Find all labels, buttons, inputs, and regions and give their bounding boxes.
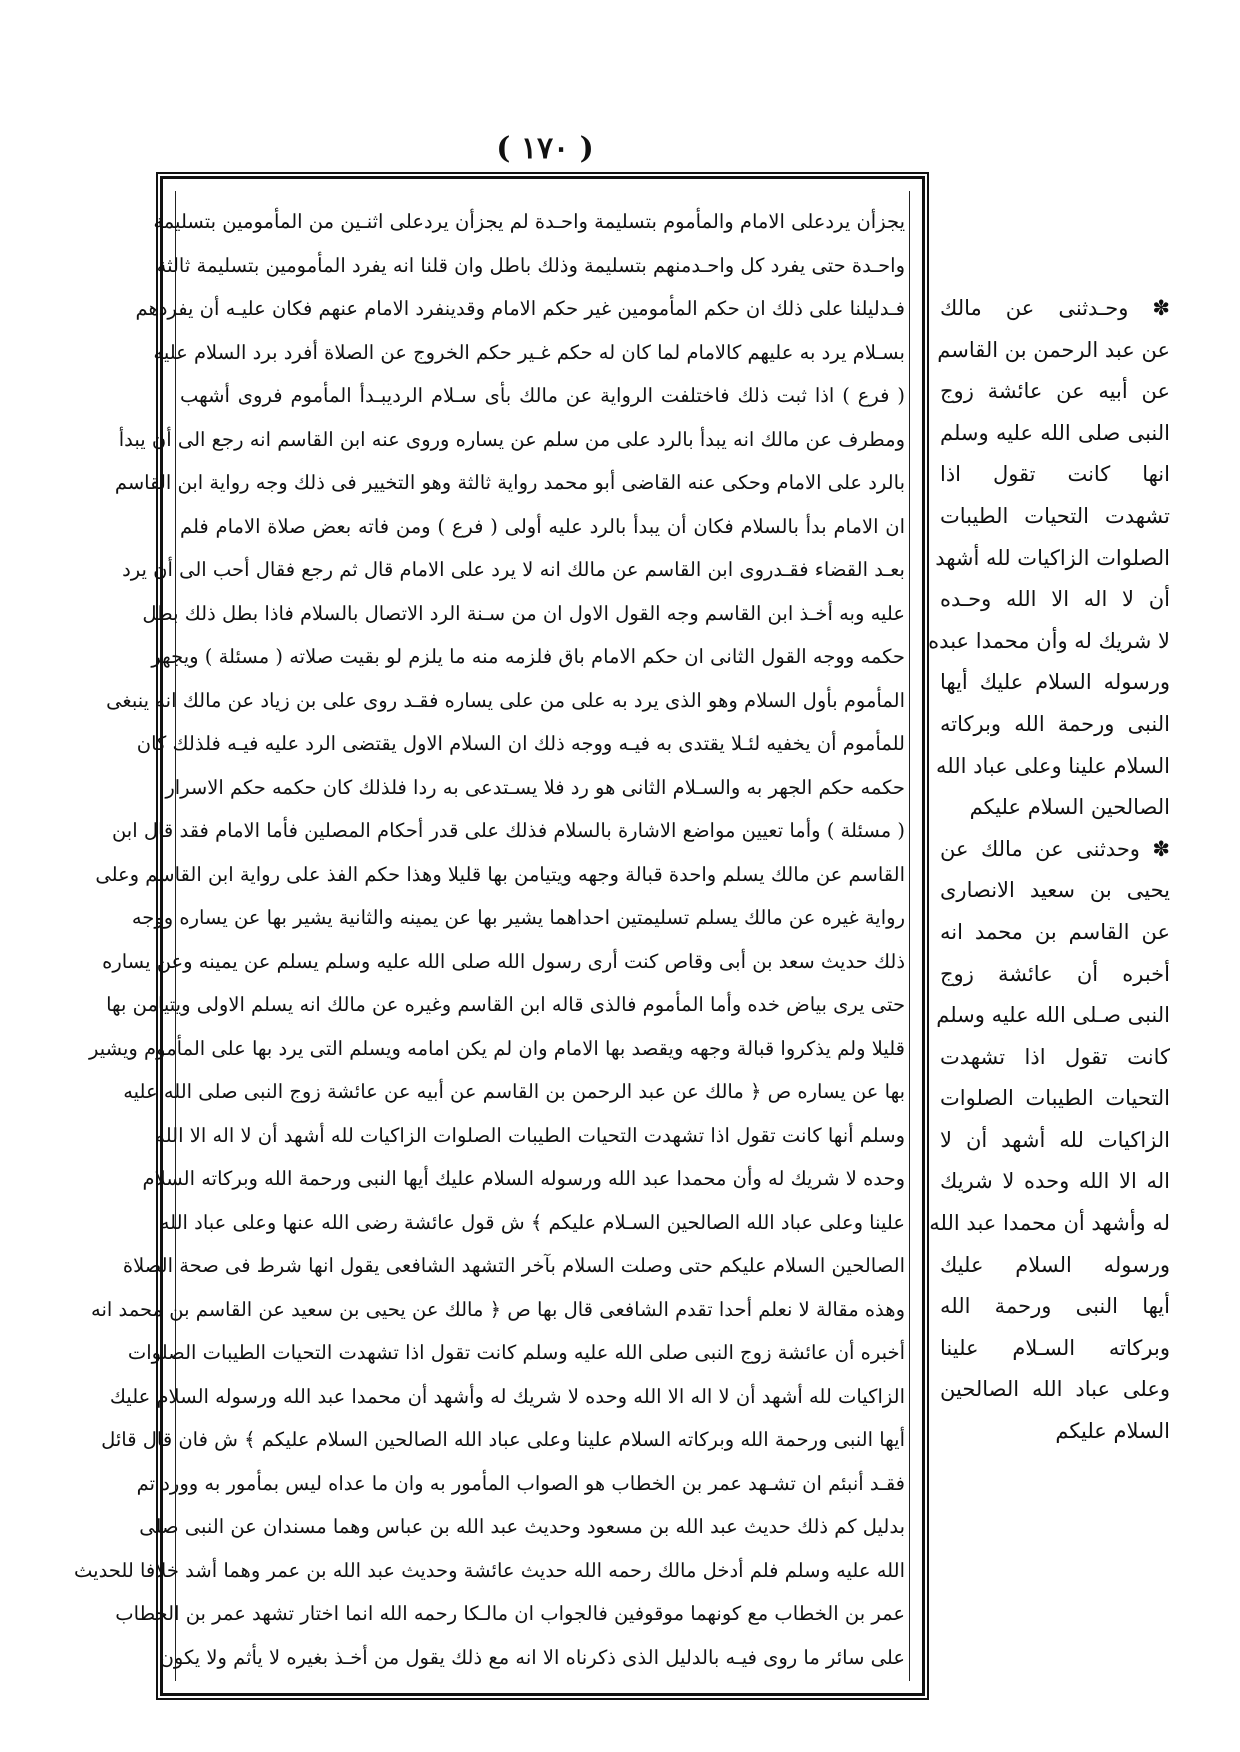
commentary-line: القاسم عن مالك يسلم واحدة قبالة وجهه ويتيامن بها قليلا وهذا حكم الفذ على رواية ابن القاسم وعلى (95, 862, 905, 886)
commentary-line: الصالحين السلام عليكم حتى وصلت السلام بآخر التشهد الشافعى يقول انها شرط فى صحة الصلاة (122, 1254, 905, 1277)
commentary-line: بدليل كم ذلك حديث عبد الله بن مسعود وحديث عبد الله بن عباس وهما مسندان عن النبى صلى (139, 1515, 905, 1538)
commentary-line: فـدليلنا على ذلك ان حكم المأمومين غير حكم الامام وقدينفرد الامام عنهم فكان عليـه أن يفردهم (135, 297, 905, 320)
margin-line: السلام علينا وعلى عباد الله (936, 753, 1170, 778)
margin-line: أخبره أن عائشة زوج (940, 961, 1170, 986)
margin-line: وبركاته السـلام علينا (940, 1335, 1170, 1360)
commentary-line: حكمه ووجه القول الثانى ان حكم الامام باق فلزمه منه ما يلزم لو بقيت صلاته ( مسئلة ) ويجهر (151, 645, 905, 668)
margin-line: أيها النبى ورحمة الله (940, 1294, 1170, 1319)
commentary-line: يجزأن يردعلى الامام والمأموم بتسليمة واحـدة لم يجزأن يردعلى اثنـين من المأمومين بتسليمة (153, 210, 905, 233)
margin-line: كانت تقول اذا تشهدت (940, 1044, 1170, 1069)
commentary-line: واحـدة حتى يفرد كل واحـدمنهم بتسليمة وذلك باطل وان قلنا انه يفرد المأمومين بتسليمة ثالثة (156, 253, 905, 277)
commentary-line: المأموم بأول السلام وهو الذى يرد به على من على يساره فقـد روى على بن زياد عن مالك انه ينبغى (106, 688, 905, 712)
margin-line: النبى ورحمة الله وبركاته (940, 711, 1170, 736)
margin-line: النبى صلى الله عليه وسلم (940, 420, 1170, 445)
commentary-line: ( مسئلة ) وأما تعيين مواضع الاشارة بالسلام فذلك على قدر أحكام المصلين فأما الامام فقد قال ابن (111, 819, 905, 842)
margin-line: ورسوله السلام عليك (940, 1252, 1170, 1277)
commentary-line: ذلك حديث سعد بن أبى وقاص كنت أرى رسول الله صلى الله عليه وسلم يسلم عن يمينه وعن يساره (102, 949, 905, 973)
commentary-line: حكمه حكم الجهر به والسـلام الثانى هو رد فلا يسـتدعى به ردا فلذلك كان حكمه حكم الاسرار (165, 775, 905, 799)
margin-line: يحيى بن سعيد الانصارى (940, 878, 1170, 903)
margin-line: عن القاسم بن محمد انه (940, 919, 1170, 944)
commentary-line: وهذه مقالة لا نعلم أحدا تقدم الشافعى قال بها ص ﴿ مالك عن يحيى بن سعيد عن القاسم بن محمد انه (91, 1297, 905, 1321)
commentary-line: للمأموم أن يخفيه لئـلا يقتدى به فيـه ووجه ذلك ان السلام الاول يقتضى الرد عليه فيـه فلذلك كان (136, 732, 905, 755)
commentary-line: حتى يرى بياض خده وأما المأموم فالذى قاله ابن القاسم وغيره عن مالك انه يسلم الاولى ويتيامن بها (106, 993, 905, 1016)
commentary-line: علينا وعلى عباد الله الصالحين السـلام عليكم ﴾ ش قول عائشة رضى الله عنها وعلى عباد الله (159, 1210, 905, 1234)
commentary-line: أيها النبى ورحمة الله وبركاته السلام علينا وعلى عباد الله الصالحين السلام عليكم ﴾ ش فان قال قائل (101, 1428, 905, 1451)
margin-line: ✽ وحدثنى عن مالك عن (940, 836, 1170, 861)
margin-line: الزاكيات لله أشهد أن لا (940, 1127, 1170, 1152)
margin-line: انها كانت تقول اذا (940, 462, 1170, 487)
commentary-line: أخبره أن عائشة زوج النبى صلى الله عليه وسلم كانت تقول اذا تشهدت التحيات الطيبات الصلوات (127, 1341, 905, 1364)
margin-line: الصالحين السلام عليكم (969, 795, 1170, 820)
margin-line: السلام عليكم (1055, 1419, 1170, 1444)
margin-line: النبى صـلى الله عليه وسلم (936, 1003, 1170, 1028)
margin-line: وعلى عباد الله الصالحين (940, 1377, 1170, 1402)
margin-line: له وأشهد أن محمدا عبد الله (929, 1211, 1170, 1236)
commentary-line: بعـد القضاء فقـدروى ابن القاسم عن مالك انه لا يرد على الامام قال ثم رجع فقال أحب الى أن يرد (122, 558, 905, 581)
commentary-line: فقـد أنبئم ان تشـهد عمر بن الخطاب هو الصواب المأمور به وان ما عداه ليس بمأمور به وورد تم (136, 1471, 905, 1495)
margin-line: عن أبيه عن عائشة زوج (940, 379, 1170, 404)
margin-line: التحيات الطيبات الصلوات (940, 1086, 1170, 1111)
margin-line: ورسوله السلام عليك أيها (940, 670, 1170, 695)
margin-line: ✽ وحـدثنى عن مالك (940, 296, 1170, 320)
margin-line: أن لا اله الا الله وحـده (940, 587, 1170, 612)
margin-line: اله الا الله وحده لا شريك (940, 1169, 1170, 1194)
commentary-line: على سائر ما روى فيـه بالدليل الذى ذكرناه الا انه مع ذلك يقول من أخـذ بغيره لا يأثم ولا يكون (159, 1645, 905, 1669)
commentary-line: ( فرع ) اذا ثبت ذلك فاختلفت الرواية عن مالك بأى سـلام الرديبـدأ المأموم فروى أشهب (180, 384, 905, 407)
commentary-line: عمر بن الخطاب مع كونهما موقوفين فالجواب ان مالـكا رحمه الله انما اختار تشهد عمر بن الخطاب (115, 1602, 905, 1625)
commentary-line: بها عن يساره ص ﴿ مالك عن عبد الرحمن بن القاسم عن أبيه عن عائشة زوج النبى صلى الله عليه (123, 1080, 905, 1103)
commentary-line: قليلا ولم يذكروا قبالة وجهه ويقصد بها الامام وان لم يكن امامه ويسلم التى يرد بها على المأموم ويشير (88, 1036, 905, 1060)
commentary-line: وحده لا شريك له وأن محمدا عبد الله ورسوله السلام عليك أيها النبى ورحمة الله وبركاته السلام (142, 1167, 905, 1190)
margin-line: عن عبد الرحمن بن القاسم (937, 337, 1170, 362)
commentary-line: بسـلام يرد به عليهم كالامام لما كان له حكم غـير حكم الخروج عن الصلاة أفرد برد السلام عليه (153, 340, 905, 364)
commentary-line: بالرد على الامام وحكى عنه القاضى أبو محمد رواية ثالثة وهو التخيير فى ذلك وجه رواية ابن القاسم (114, 471, 905, 494)
commentary-line: ومطرف عن مالك انه يبدأ بالرد على من سلم عن يساره وروى عنه ابن القاسم انه رجع الى أن يبدأ (118, 427, 905, 451)
commentary-line: عليه وبه أخـذ ابن القاسم وجه القول الاول ان من سـنة الرد الاتصال بالسلام فاذا بطل ذلك بطل (142, 601, 905, 625)
commentary-line: الزاكيات لله أشهد أن لا اله الا الله وحده لا شريك له وأشهد أن محمدا عبد الله ورسوله السلام عليك (109, 1384, 905, 1408)
margin-line: تشهدت التحيات الطيبات (940, 503, 1170, 528)
page-number: ( ١٧٠ ) (496, 131, 594, 166)
margin-line: لا شريك له وأن محمدا عبده (928, 628, 1170, 653)
commentary-line: الله عليه وسلم فلم أدخل مالك رحمه الله حديث عائشة وحديث عبد الله بن عمر وهما أشد خلافا للحديث (74, 1558, 905, 1582)
commentary-line: رواية غيره عن مالك يسلم تسليمتين احداهما يشير بها عن يمينه والثانية يشير بها عن يساره ووجه (131, 906, 905, 929)
commentary-line: ان الامام بدأ بالسلام فكان أن يبدأ بالرد عليه أولى ( فرع ) ومن فاته بعض صلاة الامام فلم (180, 514, 905, 538)
commentary-block (74, 200, 905, 1679)
margin-line: الصلوات الزاكيات لله أشهد (935, 545, 1170, 570)
marginal-hadith-text (928, 288, 1170, 1453)
commentary-line: وسلم أنها كانت تقول اذا تشهدت التحيات الطيبات الصلوات الزاكيات لله أشهد أن لا اله الا الله (155, 1123, 905, 1147)
